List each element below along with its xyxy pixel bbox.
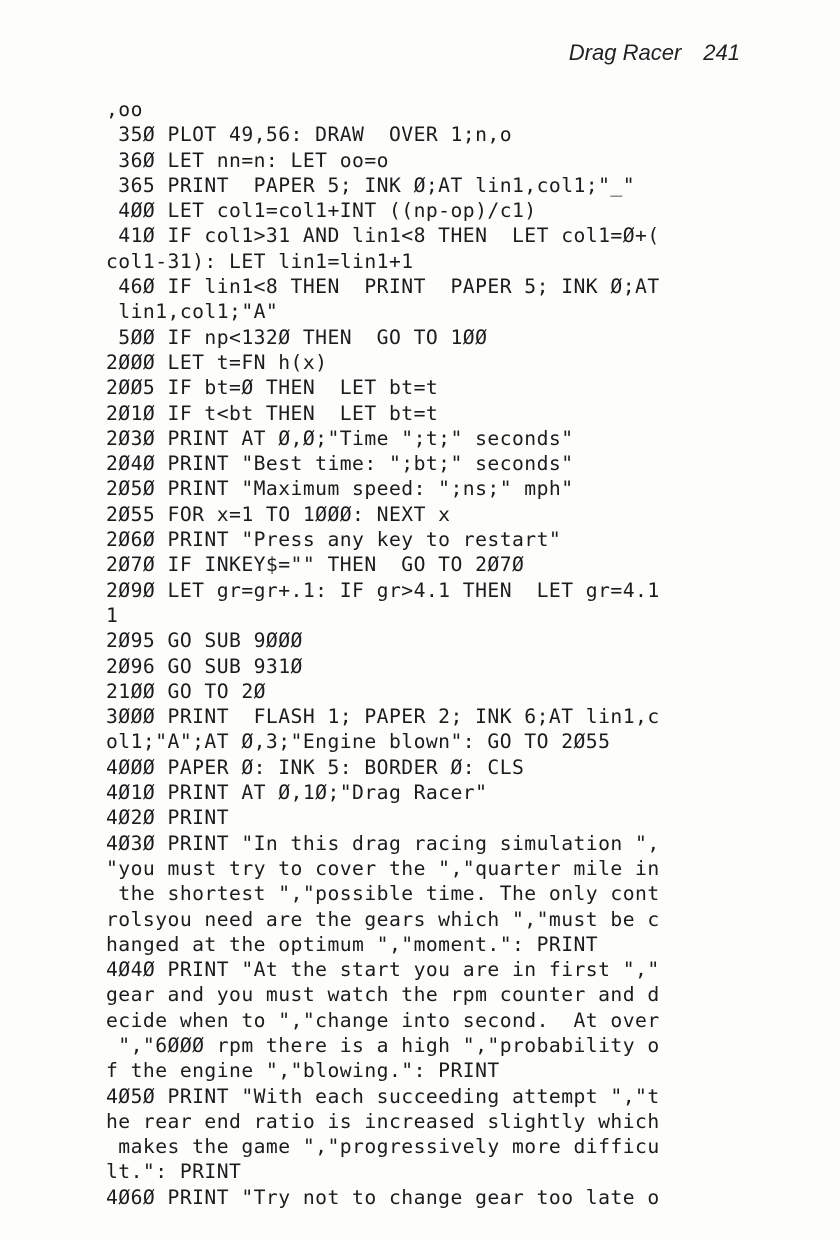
code-line: ecide when to ","change into second. At over [106, 1008, 660, 1032]
page-number: 241 [703, 40, 740, 65]
code-line: 4Ø4Ø PRINT "At the start you are in first "," [106, 958, 660, 982]
running-head [569, 40, 740, 66]
code-line: 1 [106, 603, 119, 627]
code-line: 4ØØ LET col1=col1+INT ((np-op)/c1) [106, 199, 537, 223]
code-line: 2Ø6Ø PRINT "Press any key to restart" [106, 528, 562, 552]
code-line: hanged at the optimum ","moment.": PRINT [106, 932, 599, 956]
code-line: 4Ø2Ø PRINT [106, 806, 230, 830]
program-listing [106, 97, 766, 1210]
code-line: 2Ø96 GO SUB 931Ø [106, 654, 303, 678]
code-line: f the engine ","blowing.": PRINT [106, 1059, 500, 1083]
code-line: 4Ø5Ø PRINT "With each succeeding attempt ","t [106, 1084, 660, 1108]
code-line: rolsyou need are the gears which ","must be c [106, 907, 660, 931]
code-line: 46Ø IF lin1<8 THEN PRINT PAPER 5; INK Ø;AT [106, 275, 660, 299]
code-line: lt.": PRINT [106, 1160, 242, 1184]
code-line: 365 PRINT PAPER 5; INK Ø;AT lin1,col1;"_" [106, 173, 636, 197]
code-line: 2Ø95 GO SUB 9ØØØ [106, 629, 303, 653]
code-line: 2Ø3Ø PRINT AT Ø,Ø;"Time ";t;" seconds" [106, 426, 574, 450]
code-line: he rear end ratio is increased slightly which [106, 1109, 660, 1133]
code-line: the shortest ","possible time. The only cont [106, 882, 660, 906]
code-line: 4Ø3Ø PRINT "In this drag racing simulation ", [106, 831, 660, 855]
code-line: 36Ø LET nn=n: LET oo=o [106, 148, 389, 172]
code-line: 3ØØØ PRINT FLASH 1; PAPER 2; INK 6;AT lin1,c [106, 705, 660, 729]
code-line: 4ØØØ PAPER Ø: INK 5: BORDER Ø: CLS [106, 755, 525, 779]
code-line: 2ØØ5 IF bt=Ø THEN LET bt=t [106, 376, 439, 400]
code-line: col1-31): LET lin1=lin1+1 [106, 249, 414, 273]
code-line: 2Ø5Ø PRINT "Maximum speed: ";ns;" mph" [106, 477, 574, 501]
code-line: 2Ø4Ø PRINT "Best time: ";bt;" seconds" [106, 452, 574, 476]
code-line: gear and you must watch the rpm counter and d [106, 983, 660, 1007]
code-line: 41Ø IF col1>31 AND lin1<8 THEN LET col1=Ø+( [106, 224, 660, 248]
code-line: 2Ø9Ø LET gr=gr+.1: IF gr>4.1 THEN LET gr=4.1 [106, 578, 660, 602]
code-line: 4Ø1Ø PRINT AT Ø,1Ø;"Drag Racer" [106, 781, 488, 805]
running-head-title: Drag Racer [568, 40, 682, 65]
code-line: ","6ØØØ rpm there is a high ","probability o [106, 1033, 660, 1057]
code-line: 21ØØ GO TO 2Ø [106, 679, 266, 703]
code-line: ol1;"A";AT Ø,3;"Engine blown": GO TO 2Ø55 [106, 730, 611, 754]
code-line: 4Ø6Ø PRINT "Try not to change gear too late o [106, 1185, 660, 1209]
code-line: 35Ø PLOT 49,56: DRAW OVER 1;n,o [106, 123, 512, 147]
code-line: 2Ø7Ø IF INKEY$="" THEN GO TO 2Ø7Ø [106, 553, 525, 577]
code-line: 5ØØ IF np<132Ø THEN GO TO 1ØØ [106, 325, 488, 349]
code-line: "you must try to cover the ","quarter mile in [106, 856, 660, 880]
code-line: ,oo [106, 98, 143, 121]
code-line: lin1,col1;"A" [106, 300, 279, 324]
code-line: makes the game ","progressively more difficu [106, 1135, 660, 1159]
code-line: 2ØØØ LET t=FN h(x) [106, 350, 328, 374]
code-line: 2Ø1Ø IF t<bt THEN LET bt=t [106, 401, 439, 425]
code-line: 2Ø55 FOR x=1 TO 1ØØØ: NEXT x [106, 502, 451, 526]
